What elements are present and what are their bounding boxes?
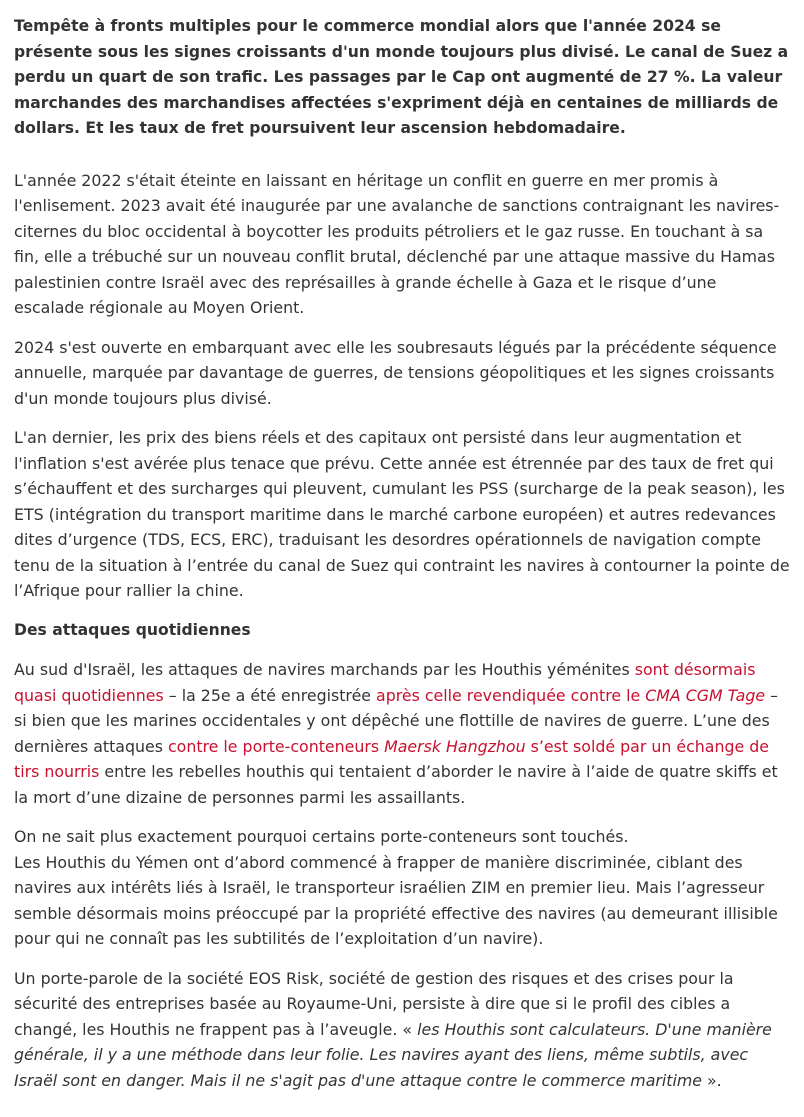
paragraph-4-text-2: – la 25e a été enregistrée — [163, 685, 377, 705]
paragraph-1: L'année 2022 s'était éteinte en laissant en héritage un conflit en guerre en mer promis à l'enlisement. 2023 avait été inaugurée par une avalanche de sanctions contraignant les navires-citernes du bloc occidental à boycotter les produits pétroliers et le gaz russe. En touchant à sa fin, elle a trébuché sur un nouveau conflit brutal, déclenché par une attaque massive du Hamas palestinien contre Israël avec des représailles à grande échelle à Gaza et le risque d’une escalade régionale au Moyen Orient. — [14, 170, 780, 317]
paragraph-4-text-1: Au sud d'Israël, les attaques de navires marchands par les Houthis yéménites — [14, 660, 635, 679]
paragraph-2: 2024 s'est ouverte en embarquant avec elle les soubresauts légués par la précédente séquence annuelle, marquée par davantage de guerres, de tensions géopolitiques et les signes croissants d'un monde toujours plus divisé. — [14, 337, 777, 408]
paragraph-5-line-2: Les Houthis du Yémen ont d’abord commencé à frapper de manière discriminée, ciblant des navires aux intérêts liés à Israël, le transporteur israélien ZIM en premier lieu. Mais l’agresseur semble désormais moins préoccupé par la propriété effective des navires (au demeurant illisible pour qui ne connaît pas les subtilités de l’exploitation d’un navire). — [14, 852, 778, 948]
link-quasi-quotidiennes[interactable]: sont désormais quasi quotidiennes — [14, 660, 756, 705]
paragraph-4-text-4: entre les rebelles houthis qui tentaient d’aborder le navire à l’aide de quatre skiffs et la mort d’une dizaine de personnes parmi les assaillants. — [14, 762, 778, 807]
paragraph-4-text-3: – si bien que les marines occidentales y ont dépêché une flottille de navires de guerre. L’une des dernières attaques — [14, 685, 778, 756]
link-cma-cgm-tage[interactable] — [376, 686, 765, 705]
paragraph-5 — [14, 824, 790, 952]
article-lead: Tempête à fronts multiples pour le commerce mondial alors que l'année 2024 se présente sous les signes croissants d'un monde toujours plus divisé. Le canal de Suez a perdu un quart de son trafic. Les passages par le Cap ont augmenté de 27 %. La valeur marchandes des marchandises affectées s'expriment déjà en centaines de milliards de dollars. Et les taux de fret poursuivent leur ascension hebdomadaire. — [14, 17, 789, 137]
link-maersk-hangzhou-ship: Maersk Hangzhou — [384, 736, 526, 756]
paragraph-5-line-1: On ne sait plus exactement pourquoi certains porte-conteneurs sont touchés. — [14, 827, 629, 846]
paragraph-4 — [14, 657, 790, 810]
paragraph-6-text-2: ». — [701, 1070, 722, 1090]
link-cma-cgm-tage-text: après celle revendiquée contre le — [376, 685, 646, 705]
paragraph-6-text-1: Un porte-parole de la société EOS Risk, société de gestion des risques et des crises pour la sécurité des entreprises basée au Royaume-Uni, persiste à dire que si le profil des cibles a changé, les Houthis ne frappent pas à l’aveugle. « — [14, 968, 734, 1039]
paragraph-3: L'an dernier, les prix des biens réels et des capitaux ont persisté dans leur augmentation et l'inflation s'est avérée plus tenace que prévu. Cette année est étrennée par des taux de fret qui s’échauffent et des surcharges qui pleuvent, cumulant les PSS (surcharge de la peak season), les ETS (intégration du transport maritime dans le marché carbone européen) et autres redevances dites d’urgence (TDS, ECS, ERC), traduisant les desordres opérationnels de navigation compte tenu de la situation à l’entrée du canal de Suez qui contraint les navires à contourner la pointe de l’Afrique pour rallier la chine. — [14, 428, 790, 600]
link-maersk-hangzhou-tail: s’est soldé par un échange de tirs nourris — [14, 736, 770, 781]
link-maersk-hangzhou-text: contre le porte-conteneurs — [167, 736, 385, 756]
paragraph-6 — [14, 966, 790, 1094]
section-heading: Des attaques quotidiennes — [14, 620, 251, 639]
paragraph-6-quote: les Houthis sont calculateurs. D'une manière générale, il y a une méthode dans leur folie. Les navires ayant des liens, même subtils, avec Israël sont en danger. Mais il ne s'agit pas d'une attaque contre le commerce maritime — [14, 1019, 772, 1090]
link-cma-cgm-tage-ship: CMA CGM Tage — [645, 685, 766, 705]
